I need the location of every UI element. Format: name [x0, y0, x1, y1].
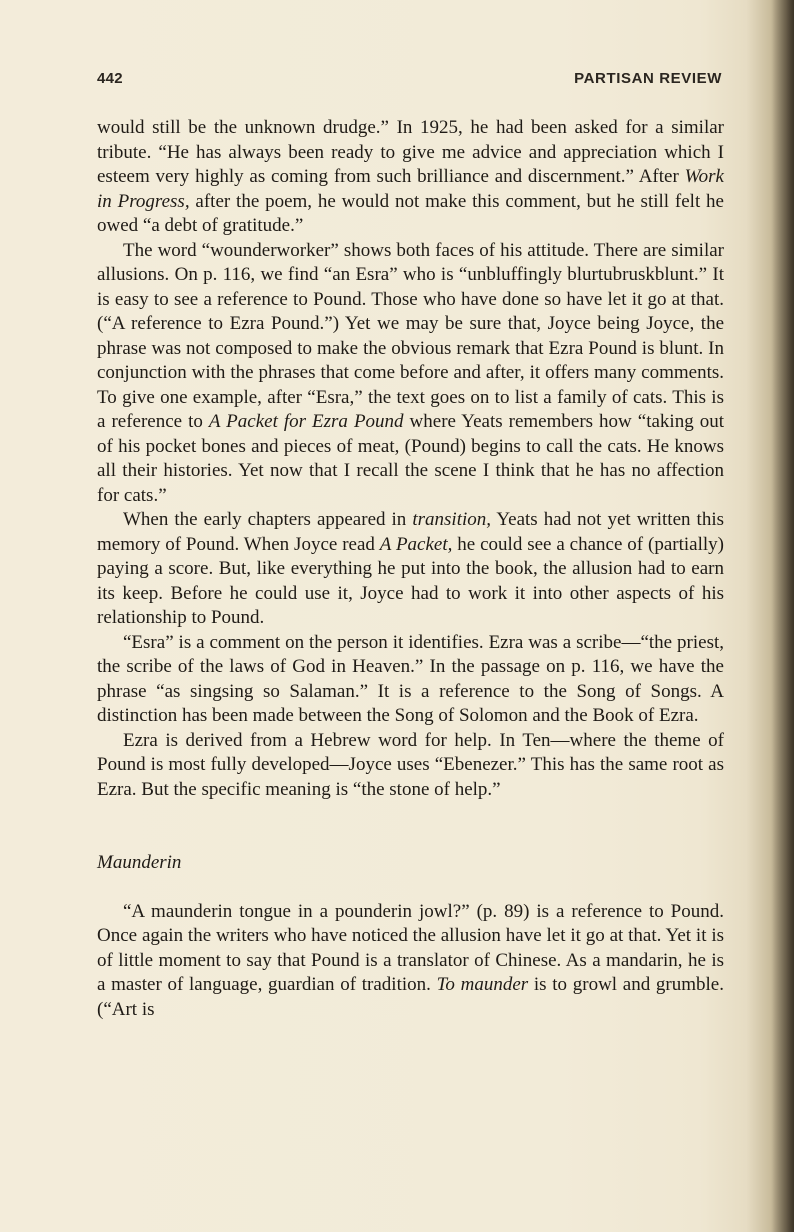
paragraph: Ezra is derived from a Hebrew word for help. In Ten—where the theme of Pound is most fully developed—Joyce uses “Ebenezer.” This has the same root as Ezra. But the specific meaning is “the stone of help.”: [97, 729, 724, 800]
paragraph: The word “wounderworker” shows both faces of his attitude. There are similar allusions. On p. 116, we find “an Esra” who is “unbluffingly blurtubruskblunt.” It is easy to see a reference to Pound. Those who have done so have let it go at that. (“A reference to Ezra Pound.”) Yet we may be sure that, Joyce being Joyce, the phrase was not composed to make the obvious remark that Ezra Pound is blunt. In conjunction with the phrases that come before and after, it offers many comments. To give one example, after “Esra,” the text goes on to list a family of cats. This is a reference to A Packet for Ezra Pound where Yeats remembers how “taking out of his pocket bones and pieces of meat, (Pound) begins to call the cats. He knows all their histories. Yet now that I recall the scene I think that he has no affection for cats.”: [97, 239, 724, 506]
running-head: [97, 70, 722, 90]
paragraph: “A maunderin tongue in a pounderin jowl?” (p. 89) is a reference to Pound. Once again the writers who have noticed the allusion have let it go at that. Yet it is of little moment to say that Pound is a translator of Chinese. As a mandarin, he is a master of language, guardian of tradition. To maunder is to growl and grumble. (“Art is: [97, 900, 724, 1020]
page-number: 442: [97, 70, 123, 87]
paragraph: would still be the unknown drudge.” In 1925, he had been asked for a similar tribute. “He has always been ready to give me advice and appreciation which I esteem very highly as coming from such brilliance and discernment.” After Work in Progress, after the poem, he would not make this comment, but he still felt he owed “a debt of gratitude.”: [97, 117, 724, 236]
page-edge-shadow: [772, 0, 794, 1232]
italic-title: A Packet,: [379, 533, 453, 555]
italic-title: transition,: [412, 509, 491, 530]
paragraph: “Esra” is a comment on the person it identifies. Ezra was a scribe—“the priest, the scribe of the laws of God in Heaven.” In the passage on p. 116, we have the phrase “as singsing so Salaman.” It is a reference to the Song of Songs. A distinction has been made between the Song of Solomon and the Book of Ezra.: [97, 631, 724, 726]
journal-title: PARTISAN REVIEW: [574, 70, 722, 87]
article-body: [97, 116, 724, 1022]
italic-title: A Packet for Ezra Pound: [208, 411, 404, 432]
italic-title: To maunder: [436, 974, 529, 995]
section-heading: Maunderin: [97, 852, 182, 873]
paragraph: When the early chapters appeared in transition, Yeats had not yet written this memory of Pound. When Joyce read A Packet, he could see a chance of (partially) paying a score. But, like everything he put into the book, the allusion had to earn its keep. Before he could use it, Joyce had to work it into other aspects of his relationship to Pound.: [97, 509, 724, 628]
italic-title: Work in Progress,: [97, 166, 724, 212]
